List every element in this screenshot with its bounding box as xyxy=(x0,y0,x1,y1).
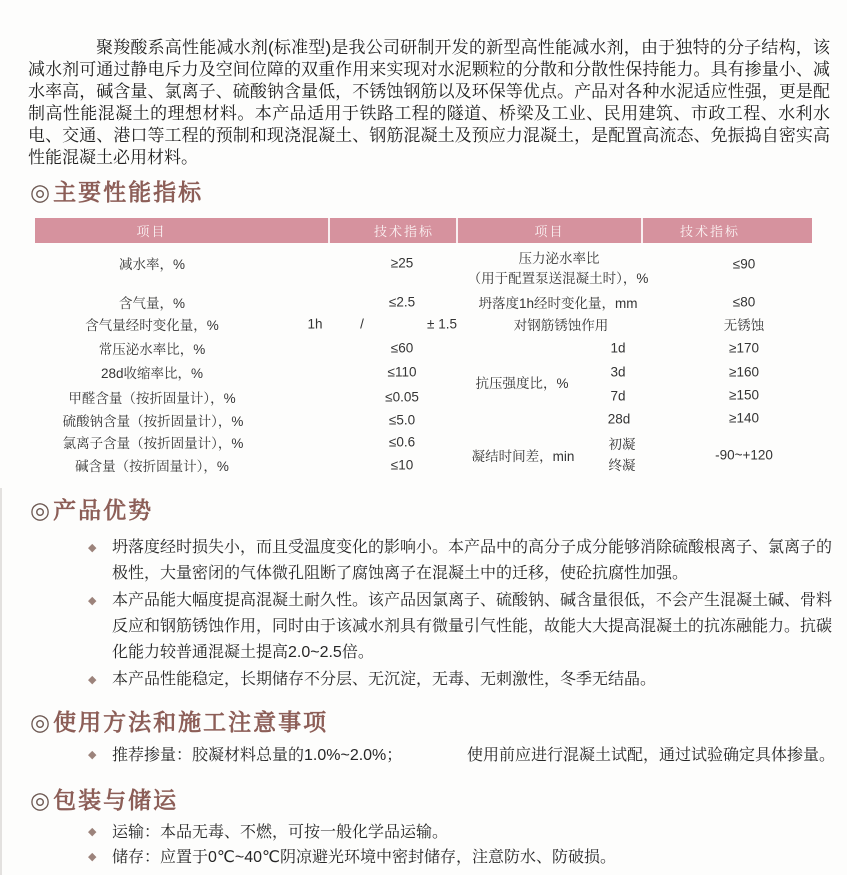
row-group-label: 抗压强度比，% xyxy=(475,376,569,391)
row-label: 对钢筋锈蚀作用 xyxy=(513,318,609,333)
section-bullseye-icon: ◎ xyxy=(30,787,51,813)
diamond-bullet-icon: ◆ xyxy=(88,542,97,554)
row-value: -90~+120 xyxy=(715,447,773,463)
row-label: 氯离子含量（按折固量计），% xyxy=(62,436,244,451)
row-value: ≤60 xyxy=(390,340,414,356)
diamond-bullet-icon: ◆ xyxy=(88,826,97,838)
row-label: 坍落度1h经时变化量，mm xyxy=(478,296,638,311)
section-heading-usage xyxy=(30,709,328,735)
row-group-label: 凝结时间差，min xyxy=(471,449,575,464)
list-item xyxy=(88,588,832,666)
row-value: ≤0.05 xyxy=(385,389,419,405)
section-bullseye-icon: ◎ xyxy=(30,179,51,205)
row-age: 1d xyxy=(610,340,626,356)
row-value: ≤80 xyxy=(732,294,756,310)
row-slash: / xyxy=(360,316,364,332)
row-label: 含气量，% xyxy=(118,296,186,311)
row-label: 压力泌水率比 xyxy=(518,251,600,266)
row-value: ≥160 xyxy=(729,364,759,380)
row-sub-label: 终凝 xyxy=(608,458,636,473)
row-value: ± 1.5 xyxy=(427,316,457,332)
row-label: 硫酸钠含量（按折固量计），% xyxy=(62,414,244,429)
row-value: ≥150 xyxy=(729,387,759,403)
section-bullseye-icon: ◎ xyxy=(30,709,51,735)
section-heading-advantages xyxy=(30,497,153,523)
row-age: 3d xyxy=(610,364,626,380)
intro-paragraph: 聚羧酸系高性能减水剂(标准型)是我公司研制开发的新型高性能减水剂，由于独特的分子结构，该减水剂可通过静电斥力及空间位障的双重作用来实现对水泥颗粒的分散和分散性保持能力。具有掺量小、减水率高，碱含量、氯离子、硫酸钠含量低，不锈蚀钢筋以及环保等优点。产品对各种水泥适应性强，更是配制高性能混凝土的理想材料。本产品适用于铁路工程的隧道、桥梁及工业、民用建筑、市政工程、水利水电、交通、港口等工程的预制和现浇混凝土、钢筋混凝土及预应力混凝土，是配置高流态、免振捣自密实高性能混凝土必用材料。 xyxy=(28,38,830,167)
row-label: 常压泌水率比，% xyxy=(98,342,206,357)
row-time: 1h xyxy=(307,316,323,332)
row-value: ≥25 xyxy=(390,255,414,271)
advantage-text: 本产品性能稳定，长期储存不分层、无沉淀，无毒、无刺激性，冬季无结晶。 xyxy=(112,671,657,688)
packaging-storage-text: 储存：应置于0℃~40℃阴凉避光环境中密封储存，注意防水、防破损。 xyxy=(112,849,616,866)
advantages-list xyxy=(88,535,832,694)
diamond-bullet-icon: ◆ xyxy=(88,749,97,761)
row-value: ≤5.0 xyxy=(388,412,416,428)
usage-dosage-text: 推荐掺量：胶凝材料总量的1.0%~2.0%； xyxy=(112,747,403,764)
section-title-performance: 主要性能指标 xyxy=(53,179,204,205)
table-header-item-right: 项目 xyxy=(458,218,643,243)
row-value: 无锈蚀 xyxy=(723,318,765,333)
section-heading-performance xyxy=(30,179,203,205)
row-label: （用于配置泵送混凝土时），% xyxy=(467,271,649,286)
table-body xyxy=(35,243,812,483)
diamond-bullet-icon: ◆ xyxy=(88,674,97,686)
row-value: ≥170 xyxy=(729,340,759,356)
list-item xyxy=(88,667,832,693)
diamond-bullet-icon: ◆ xyxy=(88,595,97,607)
scan-artifact-line xyxy=(0,488,2,875)
section-title-usage: 使用方法和施工注意事项 xyxy=(53,709,329,735)
row-value: ≤0.6 xyxy=(388,434,416,450)
row-label: 含气量经时变化量，% xyxy=(85,318,219,333)
usage-note-text: 使用前应进行混凝土试配，通过试验确定具体掺量。 xyxy=(467,747,836,764)
table-header-item-left: 项目 xyxy=(35,218,330,243)
row-value: ≤2.5 xyxy=(388,294,416,310)
row-age: 28d xyxy=(607,411,631,427)
row-sub-label: 初凝 xyxy=(608,437,636,452)
diamond-bullet-icon: ◆ xyxy=(88,851,97,863)
list-item xyxy=(88,535,832,587)
row-value: ≥140 xyxy=(729,410,759,426)
row-label: 碱含量（按折固量计），% xyxy=(75,459,229,474)
row-value: ≤90 xyxy=(732,256,756,272)
performance-table xyxy=(35,218,812,483)
advantage-text: 本产品能大幅度提高混凝土耐久性。该产品因氯离子、硫酸钠、碱含量很低，不会产生混凝土碱、骨料反应和钢筋锈蚀作用，同时由于该减水剂具有微量引气性能，故能大大提高混凝土的抗冻融能力。抗碳化能力较普通混凝土提高2.0~2.5倍。 xyxy=(112,592,833,661)
section-heading-packaging xyxy=(30,787,178,813)
row-value: ≤110 xyxy=(387,364,417,380)
section-bullseye-icon: ◎ xyxy=(30,497,51,523)
row-value: ≤10 xyxy=(390,457,414,473)
section-title-packaging: 包装与储运 xyxy=(53,787,179,813)
row-age: 7d xyxy=(610,388,626,404)
section-title-advantages: 产品优势 xyxy=(53,497,154,523)
advantage-text: 坍落度经时损失小，而且受温度变化的影响小。本产品中的高分子成分能够消除硫酸根离子、氯离子的极性，大量密闭的气体微孔阻断了腐蚀离子在混凝土中的迁移，使砼抗腐性加强。 xyxy=(112,539,833,582)
row-label: 甲醛含量（按折固量计），% xyxy=(68,391,236,406)
row-label: 减水率，% xyxy=(118,257,186,272)
packaging-transport-text: 运输：本品无毒、不燃，可按一般化学品运输。 xyxy=(112,824,449,841)
row-label: 28d收缩率比，% xyxy=(100,366,204,381)
table-header-indicator-left: 技术指标 xyxy=(330,218,458,243)
table-header-indicator-right: 技术指标 xyxy=(679,224,740,239)
table-header-row xyxy=(35,218,812,243)
